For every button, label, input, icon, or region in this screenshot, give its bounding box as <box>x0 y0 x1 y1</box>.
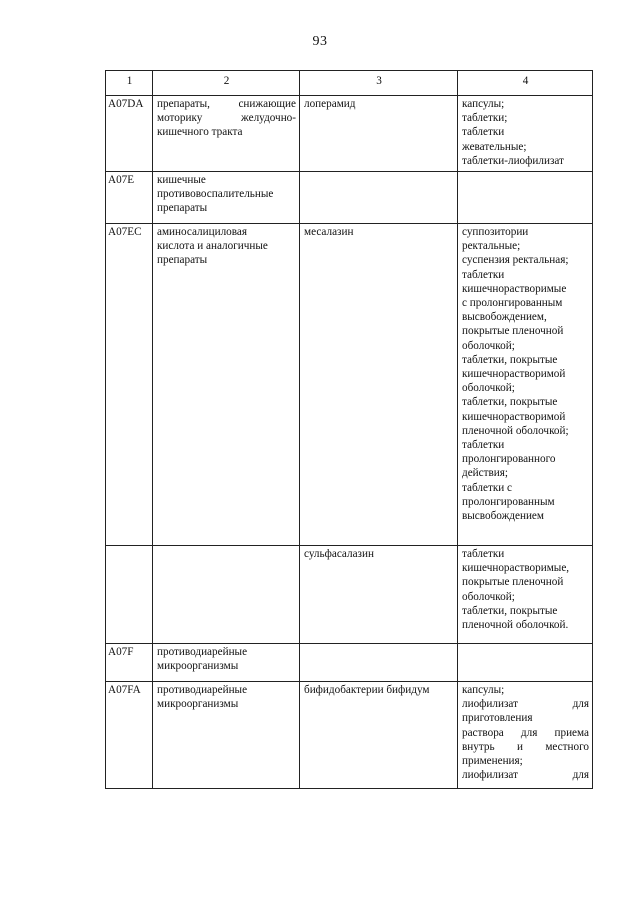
group-name-line: кислота и аналогичные <box>157 240 268 253</box>
dosage-form-line: кишечнорастворимые <box>462 282 567 295</box>
table-row <box>106 172 593 224</box>
dosage-form-line: оболочкой; <box>462 590 515 603</box>
dosage-form-line: кишечнорастворимые, <box>462 562 570 575</box>
inn-cell: бифидобактерии бифидум <box>300 682 458 789</box>
dosage-form-line: пленочной оболочкой. <box>462 619 569 632</box>
group-name-line: кишечные <box>157 174 206 186</box>
table-row <box>106 682 593 789</box>
dosage-form-line: таблетки-лиофилизат <box>462 154 564 167</box>
dosage-form-line: кишечнорастворимой <box>462 410 566 423</box>
group-name-cell <box>153 546 300 644</box>
table-row <box>106 96 593 172</box>
dosage-form-line: жевательные; <box>462 140 527 153</box>
dosage-form-line: действия; <box>462 467 509 480</box>
group-name-cell <box>153 644 300 682</box>
group-name-cell <box>153 172 300 224</box>
dosage-form-line: внутрь и местного <box>462 740 589 753</box>
column-header-1: 1 <box>106 71 153 96</box>
dosage-form-line: лиофилизат для <box>462 698 589 711</box>
dosage-form-line: пролонгированным <box>462 495 555 508</box>
page-number: 93 <box>312 34 328 49</box>
atc-code-cell: A07EC <box>106 224 153 546</box>
inn-cell: лоперамид <box>300 96 458 172</box>
group-name-cell <box>153 682 300 789</box>
dosage-form-line: лиофилизат для <box>462 769 589 782</box>
dosage-form-line: таблетки <box>462 439 505 452</box>
table-row <box>106 644 593 682</box>
inn-cell <box>300 172 458 224</box>
dosage-form-line: суспензия ректальная; <box>462 254 569 267</box>
dosage-form-cell <box>458 682 593 789</box>
atc-code-cell: A07F <box>106 644 153 682</box>
inn-cell: сульфасалазин <box>300 546 458 644</box>
dosage-form-line: применения; <box>462 755 523 768</box>
column-header-4: 4 <box>458 71 593 96</box>
dosage-form-line: оболочкой; <box>462 339 515 352</box>
dosage-form-line: капсулы; <box>462 684 505 696</box>
dosage-form-cell <box>458 546 593 644</box>
atc-code-cell: A07E <box>106 172 153 224</box>
group-name-line: противодиарейные <box>157 684 248 696</box>
group-name-line: микроорганизмы <box>157 698 239 711</box>
table-row <box>106 546 593 644</box>
dosage-form-line: таблетки <box>462 268 505 281</box>
dosage-form-cell <box>458 644 593 682</box>
dosage-form-cell <box>458 96 593 172</box>
dosage-form-line: пленочной оболочкой; <box>462 424 569 437</box>
dosage-form-line: таблетки <box>462 126 505 139</box>
dosage-form-line: с пролонгированным <box>462 297 563 310</box>
inn-cell <box>300 644 458 682</box>
group-name-line: микроорганизмы <box>157 660 239 673</box>
dosage-form-line: таблетки, покрытые <box>462 396 558 409</box>
table-row <box>106 224 593 546</box>
group-name-line: препараты <box>157 202 208 215</box>
group-name-line: моторику желудочно- <box>157 112 296 125</box>
dosage-form-line: высвобождением, <box>462 311 547 324</box>
dosage-form-line: высвобождением <box>462 510 544 523</box>
atc-code-cell <box>106 546 153 644</box>
dosage-form-line: ректальные; <box>462 240 521 253</box>
dosage-form-line: таблетки, покрытые <box>462 353 558 366</box>
dosage-form-line: покрытые пленочной <box>462 576 564 589</box>
dosage-form-line: раствора для приема <box>462 726 589 739</box>
dosage-form-line: капсулы; <box>462 98 505 110</box>
column-header-2: 2 <box>153 71 300 96</box>
dosage-form-line: таблетки; <box>462 112 508 125</box>
dosage-form-cell <box>458 224 593 546</box>
group-name-line: противодиарейные <box>157 646 248 658</box>
dosage-form-line: приготовления <box>462 712 533 725</box>
group-name-cell <box>153 96 300 172</box>
inn-cell: месалазин <box>300 224 458 546</box>
dosage-form-line: суппозитории <box>462 226 529 238</box>
dosage-form-cell <box>458 172 593 224</box>
atc-code-cell: A07FA <box>106 682 153 789</box>
dosage-form-line: таблетки <box>462 548 505 560</box>
dosage-form-line: таблетки, покрытые <box>462 604 558 617</box>
group-name-line: аминосалициловая <box>157 226 248 238</box>
dosage-form-line: пролонгированного <box>462 453 556 466</box>
group-name-line: кишечного тракта <box>157 126 243 139</box>
dosage-form-line: таблетки с <box>462 481 513 494</box>
dosage-form-line: оболочкой; <box>462 382 515 395</box>
column-header-3: 3 <box>300 71 458 96</box>
atc-code-cell: A07DA <box>106 96 153 172</box>
group-name-line: противовоспалительные <box>157 188 274 201</box>
drug-table <box>105 70 593 789</box>
group-name-line: препараты, снижающие <box>157 98 296 110</box>
dosage-form-line: покрытые пленочной <box>462 325 564 338</box>
group-name-line: препараты <box>157 254 208 267</box>
dosage-form-line: кишечнорастворимой <box>462 368 566 381</box>
group-name-cell <box>153 224 300 546</box>
table-header-row <box>106 71 593 96</box>
